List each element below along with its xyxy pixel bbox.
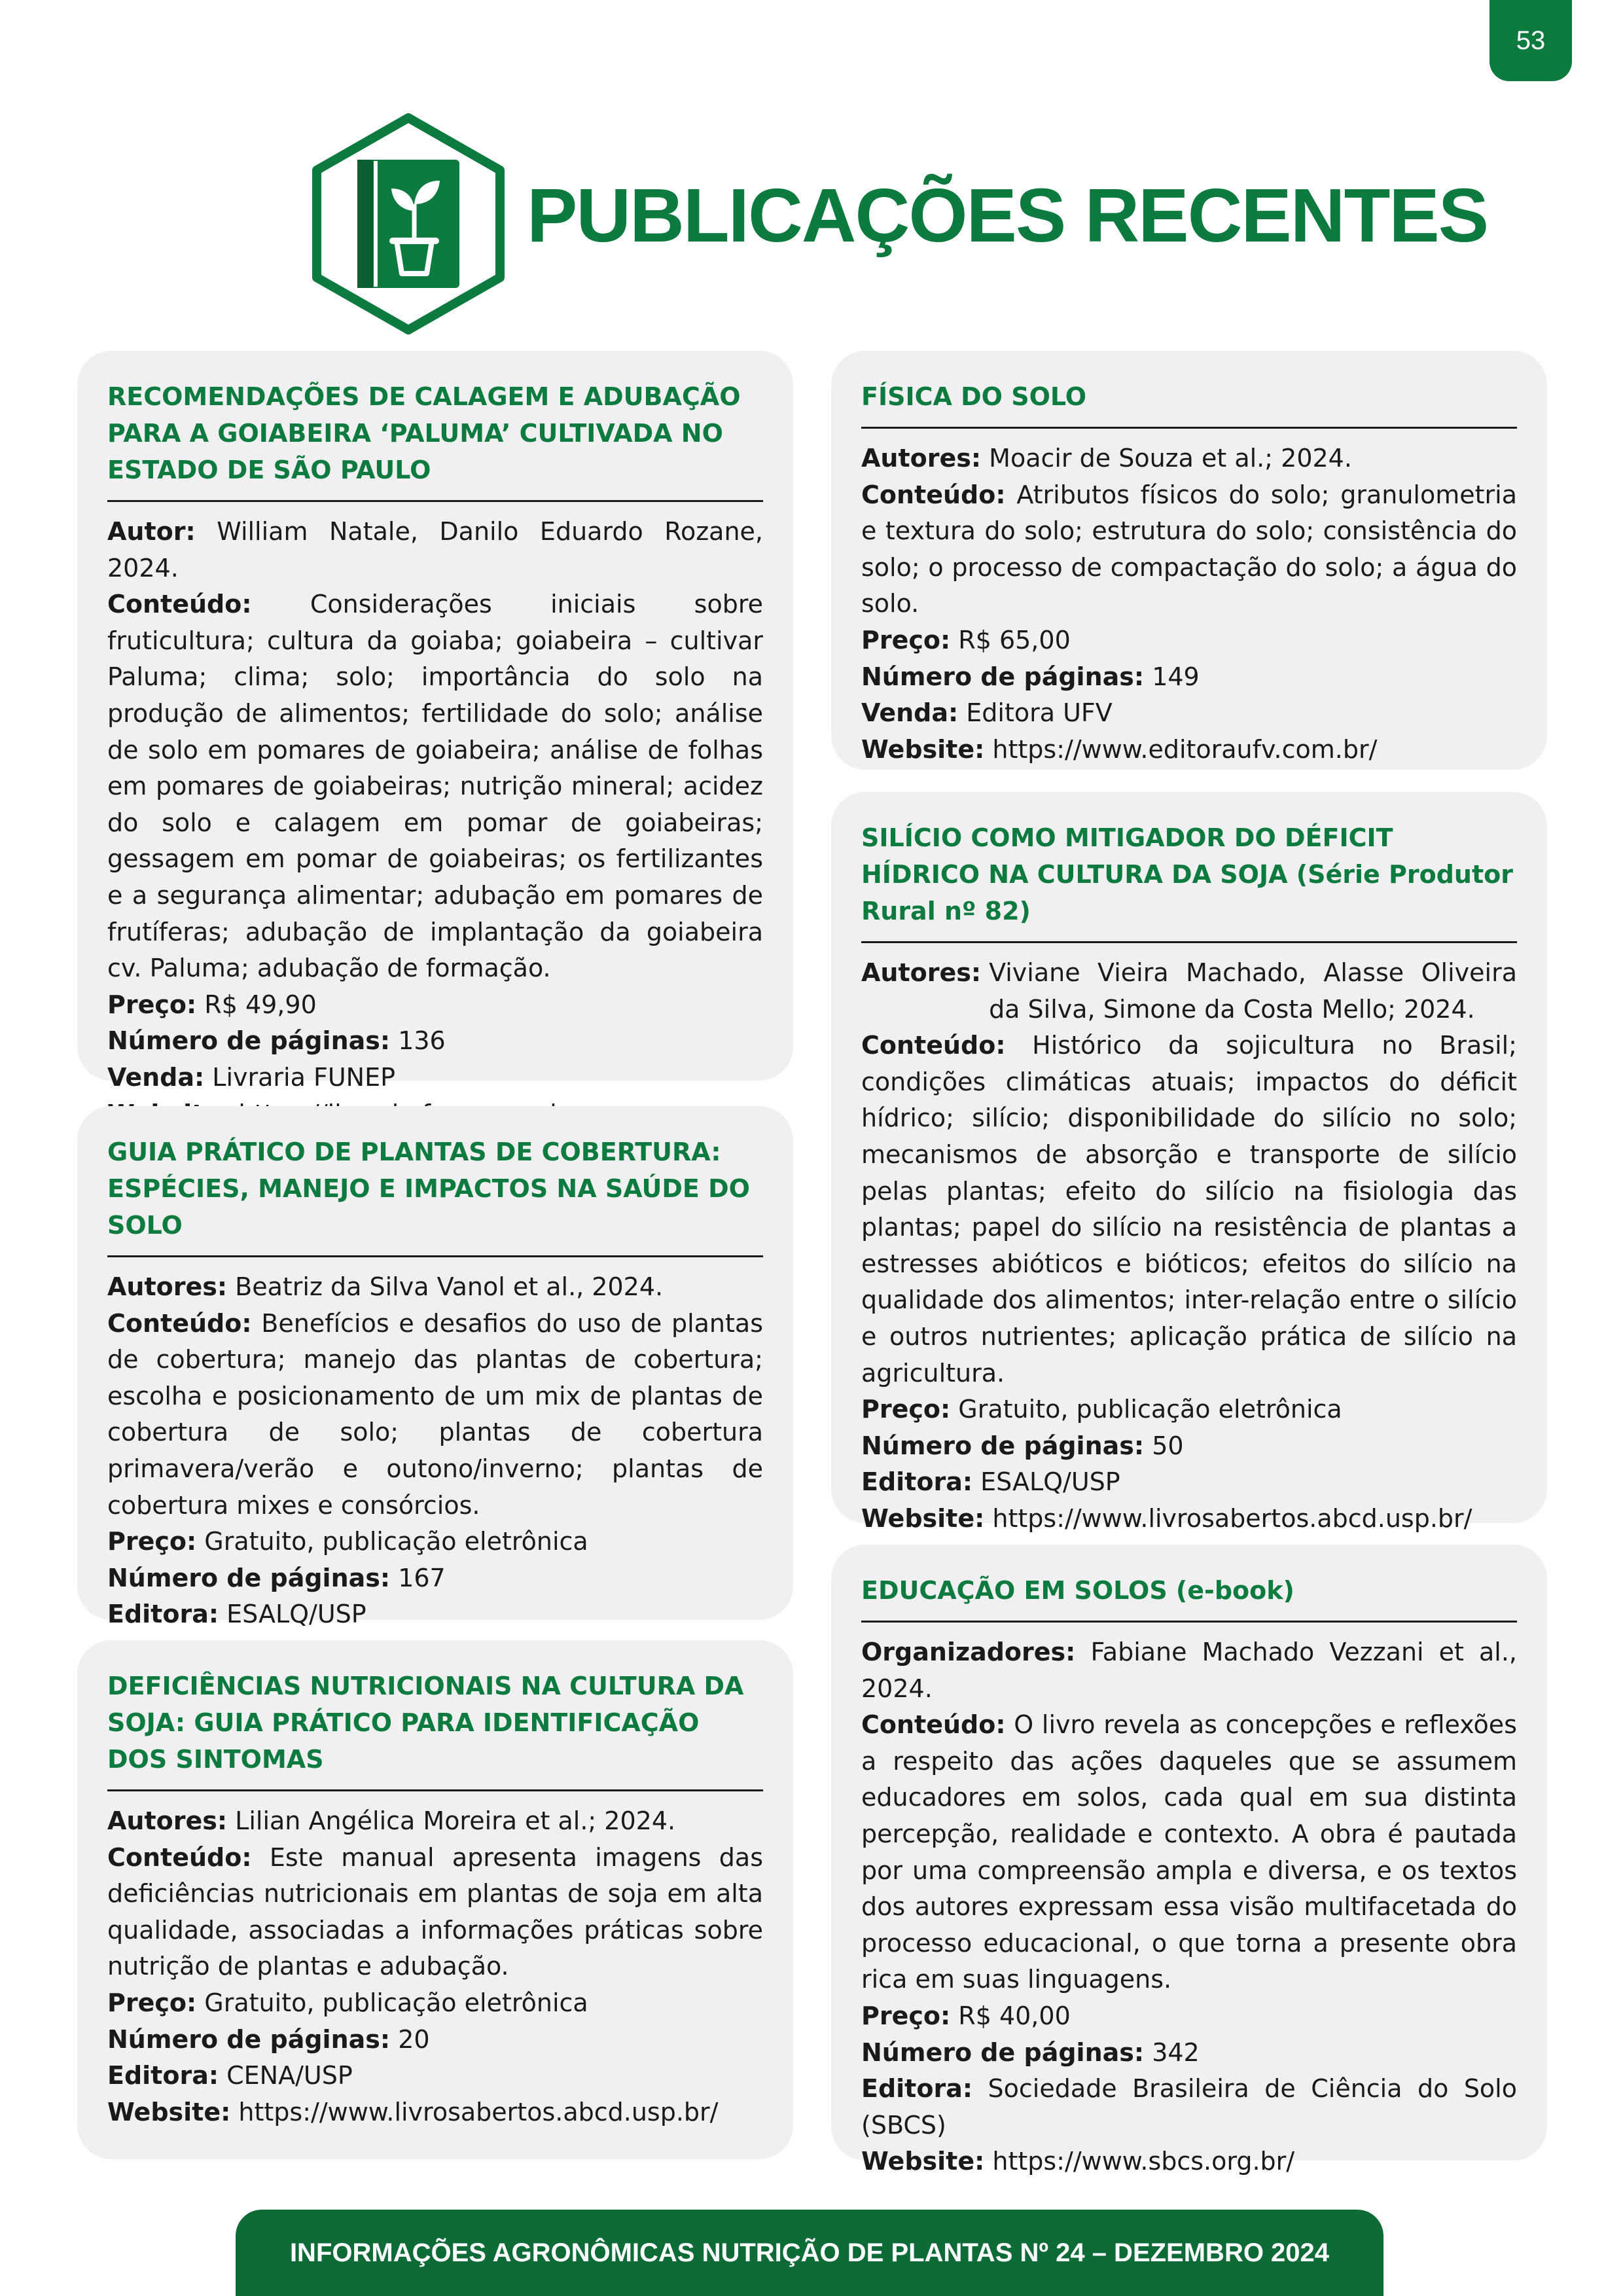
- publication-card: [831, 792, 1547, 1533]
- publication-price-row: [107, 987, 763, 1024]
- publication-price-row: [861, 1998, 1517, 2035]
- footer-text: INFORMAÇÕES AGRONÔMICAS NUTRIÇÃO DE PLANTAS Nº 24 – DEZEMBRO 2024: [289, 2238, 1330, 2267]
- publication-price: Gratuito, publicação eletrônica: [204, 1988, 588, 2017]
- publication-website-row: [861, 2144, 1517, 2180]
- publication-authors-label: Autores:: [107, 1272, 228, 1301]
- publication-website[interactable]: https://www.sbcs.org.br/: [992, 2147, 1295, 2176]
- publication-content-label: Conteúdo:: [107, 590, 252, 619]
- publication-authors-row: [107, 514, 763, 586]
- publication-pages-label: Número de páginas:: [107, 1026, 391, 1056]
- publication-title: EDUCAÇÃO EM SOLOS (e-book): [861, 1572, 1517, 1623]
- publication-price-label: Preço:: [107, 990, 197, 1019]
- publication-title: SILÍCIO COMO MITIGADOR DO DÉFICIT HÍDRICO NA CULTURA DA SOJA (Série Produtor Rural nº 82): [861, 819, 1517, 943]
- publication-authors-label: Autores:: [861, 444, 982, 473]
- publication-seller-label: Venda:: [861, 698, 959, 728]
- publication-authors-label: Organizadores:: [861, 1638, 1076, 1666]
- publication-pages-row: [107, 1560, 763, 1597]
- publication-website[interactable]: https://www.editoraufv.com.br/: [992, 734, 1378, 764]
- publication-content: Histórico da sojicultura no Brasil; condições climáticas atuais; impactos do déficit hídrico; silício; disponibilidade do silício no solo; mecanismos de absorção e transporte de silício pelas plantas; efeito do silício na fisiologia das plantas; papel do silício na resistência de plantas a estresses abióticos e bióticos; efeitos do silício na qualidade dos alimentos; inter-relação entre o silício e outros nutrientes; aplicação prática de silício na agricultura.: [861, 1031, 1517, 1388]
- publication-content-row: [861, 477, 1517, 622]
- publication-pages-row: [861, 2035, 1517, 2072]
- publication-authors-row: [861, 955, 1517, 1028]
- publication-content-row: [107, 1840, 763, 1985]
- publication-price-row: [861, 1391, 1517, 1428]
- publication-content: Considerações iniciais sobre fruticultura; cultura da goiaba; goiabeira – cultivar Paluma; clima; solo; importância do solo na produção de alimentos; fertilidade do solo; análise de solo em pomares de goiabeira; análise de folhas em pomares de goiabeiras; nutrição mineral; acidez do solo e calagem em pomar de goiabeiras; gessagem em pomar de goiabeiras; os fertilizantes e a segurança alimentar; adubação em pomares de frutíferas; adubação de implantação da goiabeira cv. Paluma; adubação de formação.: [107, 590, 763, 983]
- publication-price-label: Preço:: [861, 2001, 951, 2030]
- publication-content-row: [107, 586, 763, 987]
- publication-pages-label: Número de páginas:: [107, 2024, 391, 2054]
- publication-authors: Fabiane Machado Vezzani et al., 2024.: [861, 1638, 1517, 1703]
- publication-authors: Viviane Vieira Machado, Alasse Oliveira da Silva, Simone da Costa Mello; 2024.: [989, 958, 1517, 1024]
- publication-title: RECOMENDAÇÕES DE CALAGEM E ADUBAÇÃO PARA A GOIABEIRA ‘PALUMA’ CULTIVADA NO ESTADO DE SÃO PAULO: [107, 378, 763, 502]
- publication-pages-row: [861, 659, 1517, 696]
- publication-card: [77, 1640, 793, 2159]
- publication-pages: 20: [398, 2024, 430, 2054]
- publication-card: [831, 351, 1547, 770]
- publication-authors: William Natale, Danilo Eduardo Rozane, 2024.: [107, 517, 763, 583]
- publication-content: O livro revela as concepções e reflexões a respeito das ações daqueles que se assumem educadores em solos, cada qual em sua distinta percepção, realidade e contexto. A obra é pautada por uma compreensão ampla e diversa, e os textos dos autores expressam essa visão multifacetada do processo educacional, o que torna a presente obra rica em suas linguagens.: [861, 1710, 1517, 1994]
- publication-price: Gratuito, publicação eletrônica: [958, 1395, 1342, 1424]
- publication-seller: ESALQ/USP: [226, 1600, 366, 1629]
- publication-price-row: [107, 1524, 763, 1560]
- publication-pages-label: Número de páginas:: [861, 2037, 1145, 2067]
- publication-card: [77, 351, 793, 1092]
- publication-content-row: [107, 1306, 763, 1524]
- publication-card: [831, 1545, 1547, 2176]
- publication-content: Este manual apresenta imagens das deficiências nutricionais em plantas de soja em alta qualidade, associadas a informações práticas sobre nutrição de plantas e adubação.: [107, 1842, 763, 1981]
- publication-authors: Lilian Angélica Moreira et al.; 2024.: [235, 1806, 676, 1835]
- publication-price: R$ 49,90: [204, 990, 317, 1019]
- publication-pages-row: [861, 1428, 1517, 1465]
- publication-pages-label: Número de páginas:: [861, 662, 1145, 691]
- publication-pages-label: Número de páginas:: [861, 1431, 1145, 1460]
- publication-authors-label: Autores:: [861, 958, 982, 987]
- publication-title: GUIA PRÁTICO DE PLANTAS DE COBERTURA: ESPÉCIES, MANEJO E IMPACTOS NA SAÚDE DO SOLO: [107, 1134, 763, 1257]
- publication-price-label: Preço:: [861, 1395, 951, 1424]
- publication-seller: Sociedade Brasileira de Ciência do Solo (SBCS): [861, 2074, 1517, 2140]
- publication-seller-row: [861, 2071, 1517, 2144]
- publication-authors-row: [107, 1803, 763, 1840]
- publication-authors-label: Autores:: [107, 1806, 228, 1835]
- publication-content-label: Conteúdo:: [107, 1842, 252, 1872]
- publication-seller-label: Editora:: [861, 2074, 973, 2104]
- publication-pages: 50: [1152, 1431, 1184, 1460]
- publication-seller-label: Editora:: [107, 2061, 219, 2090]
- publication-pages-row: [107, 2022, 763, 2058]
- publication-card: [77, 1106, 793, 1629]
- publication-content: Atributos físicos do solo; granulometria e textura do solo; estrutura do solo; consistência do solo; o processo de compactação do solo; a água do solo.: [861, 480, 1517, 619]
- publication-authors: Beatriz da Silva Vanol et al., 2024.: [235, 1272, 664, 1301]
- publication-content-row: [861, 1707, 1517, 1998]
- publication-title: DEFICIÊNCIAS NUTRICIONAIS NA CULTURA DA SOJA: GUIA PRÁTICO PARA IDENTIFICAÇÃO DOS SINTOMAS: [107, 1668, 763, 1791]
- book-plant-icon: [310, 113, 507, 335]
- publication-website-label: Website:: [861, 2147, 985, 2176]
- publication-pages-row: [107, 1023, 763, 1060]
- publication-price-row: [861, 622, 1517, 659]
- publication-authors: Moacir de Souza et al.; 2024.: [989, 444, 1352, 473]
- publication-price: Gratuito, publicação eletrônica: [204, 1527, 588, 1556]
- publication-authors-row: [861, 440, 1517, 477]
- label-gap: [981, 955, 989, 1028]
- publication-price: R$ 65,00: [958, 625, 1071, 655]
- publication-price-label: Preço:: [107, 1988, 197, 2017]
- publication-title: FÍSICA DO SOLO: [861, 378, 1517, 429]
- publication-price-label: Preço:: [107, 1527, 197, 1556]
- publication-seller-row: [861, 1464, 1517, 1501]
- publication-authors-row: [861, 1634, 1517, 1707]
- publication-content: Benefícios e desafios do uso de plantas de cobertura; manejo das plantas de cobertura; escolha e posicionamento de um mix de plantas de cobertura de solo; plantas de cobertura primavera/verão e outono/inverno; plantas de cobertura mixes e consórcios.: [107, 1308, 763, 1520]
- publication-seller-label: Editora:: [861, 1467, 973, 1497]
- publication-website-row: [861, 1501, 1517, 1537]
- publication-seller: Livraria FUNEP: [212, 1062, 395, 1092]
- publication-pages: 167: [398, 1563, 446, 1592]
- publication-seller-row: [107, 2058, 763, 2094]
- publication-seller-label: Editora:: [107, 1600, 219, 1629]
- publication-website-row: [861, 732, 1517, 768]
- publication-price: R$ 40,00: [958, 2001, 1071, 2030]
- publication-seller-row: [107, 1596, 763, 1633]
- publication-website[interactable]: https://www.livrosabertos.abcd.usp.br/: [992, 1503, 1472, 1533]
- publication-seller: ESALQ/USP: [980, 1467, 1120, 1497]
- publication-seller-label: Venda:: [107, 1062, 205, 1092]
- publication-seller: Editora UFV: [966, 698, 1113, 728]
- publication-price-label: Preço:: [861, 625, 951, 655]
- publication-website-row: [107, 2094, 763, 2131]
- publication-authors-row: [107, 1269, 763, 1306]
- publication-website-label: Website:: [861, 734, 985, 764]
- page-number: 53: [1489, 0, 1572, 81]
- publication-price-row: [107, 1985, 763, 2022]
- publication-website-label: Website:: [107, 2097, 231, 2126]
- publication-seller: CENA/USP: [226, 2061, 353, 2090]
- publication-pages: 342: [1152, 2037, 1200, 2067]
- publication-content-label: Conteúdo:: [861, 480, 1006, 509]
- publication-seller-row: [861, 695, 1517, 732]
- publication-pages: 149: [1152, 662, 1200, 691]
- publication-content-label: Conteúdo:: [861, 1710, 1006, 1740]
- page-title: PUBLICAÇÕES RECENTES: [527, 173, 1488, 258]
- publication-website-label: Website:: [861, 1503, 985, 1533]
- publication-content-row: [861, 1028, 1517, 1391]
- publication-seller-row: [107, 1060, 763, 1096]
- publication-pages: 136: [398, 1026, 446, 1056]
- publication-authors-label: Autor:: [107, 517, 196, 546]
- publication-pages-label: Número de páginas:: [107, 1563, 391, 1592]
- publication-content-label: Conteúdo:: [861, 1031, 1006, 1060]
- publication-website[interactable]: https://www.livrosabertos.abcd.usp.br/: [238, 2097, 719, 2126]
- footer-bar: [236, 2210, 1383, 2296]
- publication-content-label: Conteúdo:: [107, 1308, 252, 1338]
